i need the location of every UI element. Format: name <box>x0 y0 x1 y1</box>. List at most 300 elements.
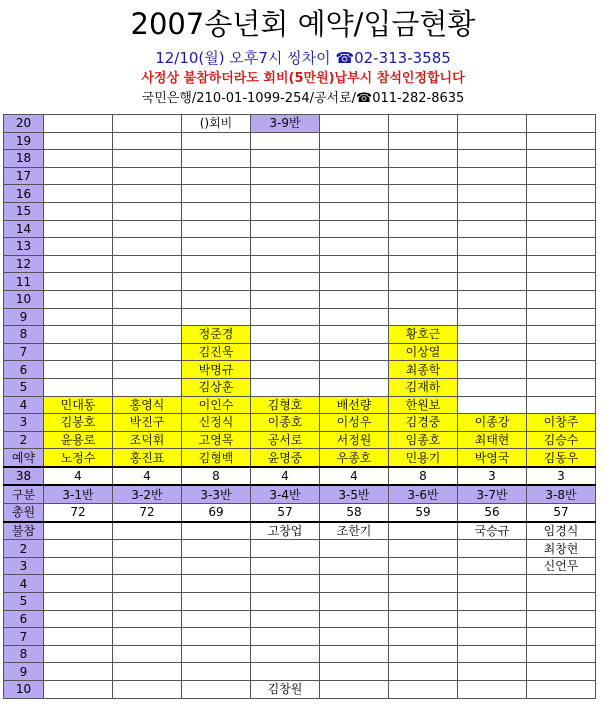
row-label[interactable]: 2 <box>4 540 44 558</box>
cell[interactable]: 황호근 <box>389 326 458 344</box>
cell[interactable]: 57 <box>251 504 320 522</box>
cell[interactable]: 홍영식 <box>113 396 182 414</box>
cell[interactable] <box>389 167 458 185</box>
cell[interactable] <box>527 663 596 681</box>
cell[interactable] <box>113 150 182 168</box>
cell[interactable] <box>389 540 458 558</box>
cell[interactable] <box>44 290 113 308</box>
cell[interactable] <box>44 150 113 168</box>
cell[interactable]: 8 <box>389 467 458 486</box>
cell[interactable] <box>44 361 113 379</box>
cell[interactable] <box>251 663 320 681</box>
cell[interactable] <box>182 150 251 168</box>
cell[interactable] <box>527 273 596 291</box>
row-label[interactable]: 15 <box>4 202 44 220</box>
cell[interactable]: 3-7반 <box>458 485 527 503</box>
cell[interactable]: 민용기 <box>389 449 458 467</box>
cell[interactable] <box>389 185 458 203</box>
cell[interactable]: 정준경 <box>182 326 251 344</box>
cell[interactable]: 고영목 <box>182 431 251 449</box>
cell[interactable]: 3-4반 <box>251 485 320 503</box>
cell[interactable]: 최종학 <box>389 361 458 379</box>
cell[interactable] <box>44 273 113 291</box>
cell[interactable] <box>389 220 458 238</box>
cell[interactable]: 이상열 <box>389 343 458 361</box>
cell[interactable] <box>458 326 527 344</box>
cell[interactable] <box>182 167 251 185</box>
cell[interactable] <box>182 185 251 203</box>
row-label[interactable]: 3 <box>4 414 44 432</box>
cell[interactable]: 3 <box>458 467 527 486</box>
cell[interactable] <box>44 610 113 628</box>
cell[interactable] <box>458 396 527 414</box>
cell[interactable] <box>458 593 527 611</box>
cell[interactable]: 홍진표 <box>113 449 182 467</box>
cell[interactable] <box>113 326 182 344</box>
cell[interactable]: 김진욱 <box>182 343 251 361</box>
cell[interactable] <box>113 681 182 699</box>
cell[interactable] <box>251 220 320 238</box>
cell[interactable] <box>389 593 458 611</box>
cell[interactable]: 신언무 <box>527 557 596 575</box>
cell[interactable] <box>44 202 113 220</box>
cell[interactable]: 김봉호 <box>44 414 113 432</box>
cell[interactable] <box>458 681 527 699</box>
cell[interactable] <box>113 378 182 396</box>
cell[interactable]: 4 <box>251 467 320 486</box>
cell[interactable]: 58 <box>320 504 389 522</box>
cell[interactable] <box>113 522 182 540</box>
cell[interactable] <box>113 290 182 308</box>
cell[interactable]: 4 <box>113 467 182 486</box>
row-label[interactable]: 10 <box>4 290 44 308</box>
cell[interactable]: 임종호 <box>389 431 458 449</box>
cell[interactable] <box>320 185 389 203</box>
cell[interactable] <box>320 681 389 699</box>
cell[interactable] <box>389 610 458 628</box>
cell[interactable] <box>389 290 458 308</box>
cell[interactable]: 조한기 <box>320 522 389 540</box>
cell[interactable] <box>113 308 182 326</box>
cell[interactable] <box>458 361 527 379</box>
cell[interactable] <box>458 575 527 593</box>
row-label[interactable]: 16 <box>4 185 44 203</box>
cell[interactable] <box>251 273 320 291</box>
cell[interactable] <box>458 378 527 396</box>
row-label[interactable]: 8 <box>4 326 44 344</box>
cell[interactable] <box>320 663 389 681</box>
cell[interactable]: 72 <box>113 504 182 522</box>
cell[interactable]: 이종호 <box>251 414 320 432</box>
cell[interactable] <box>320 308 389 326</box>
cell[interactable] <box>182 575 251 593</box>
cell[interactable] <box>182 557 251 575</box>
row-label[interactable]: 7 <box>4 628 44 646</box>
row-label[interactable]: 5 <box>4 593 44 611</box>
cell[interactable] <box>251 361 320 379</box>
cell[interactable]: 고창업 <box>251 522 320 540</box>
cell[interactable] <box>320 167 389 185</box>
row-label[interactable]: 6 <box>4 610 44 628</box>
cell[interactable]: 3-1반 <box>44 485 113 503</box>
cell[interactable] <box>182 610 251 628</box>
cell[interactable]: 김형호 <box>251 396 320 414</box>
cell[interactable] <box>527 610 596 628</box>
cell[interactable] <box>113 663 182 681</box>
cell[interactable] <box>44 540 113 558</box>
absence-row <box>4 540 596 558</box>
cell[interactable] <box>251 255 320 273</box>
cell[interactable] <box>389 273 458 291</box>
cell[interactable] <box>182 522 251 540</box>
row-label[interactable]: 예약 <box>4 449 44 467</box>
cell[interactable]: 3-6반 <box>389 485 458 503</box>
cell[interactable]: 이종강 <box>458 414 527 432</box>
row-label[interactable]: 7 <box>4 343 44 361</box>
cell[interactable] <box>527 238 596 256</box>
cell[interactable] <box>251 343 320 361</box>
cell[interactable]: 박영국 <box>458 449 527 467</box>
row-label[interactable]: 3 <box>4 557 44 575</box>
cell[interactable]: 우종호 <box>320 449 389 467</box>
cell[interactable]: 김창원 <box>251 681 320 699</box>
cell[interactable]: 윤용로 <box>44 431 113 449</box>
row-label[interactable]: 19 <box>4 132 44 150</box>
cell[interactable] <box>44 663 113 681</box>
cell[interactable] <box>251 326 320 344</box>
cell[interactable] <box>527 308 596 326</box>
cell[interactable] <box>389 557 458 575</box>
cell[interactable] <box>113 167 182 185</box>
cell[interactable]: 임경식 <box>527 522 596 540</box>
cell[interactable] <box>458 308 527 326</box>
cell[interactable] <box>113 343 182 361</box>
cell[interactable] <box>251 610 320 628</box>
cell[interactable]: 4 <box>44 467 113 486</box>
row-label[interactable]: 5 <box>4 378 44 396</box>
cell[interactable] <box>113 645 182 663</box>
cell[interactable] <box>251 167 320 185</box>
row-label[interactable]: 38 <box>4 467 44 486</box>
cell[interactable] <box>458 540 527 558</box>
cell[interactable] <box>113 185 182 203</box>
absence-row <box>4 645 596 663</box>
cell[interactable] <box>320 575 389 593</box>
cell[interactable] <box>320 557 389 575</box>
row-label[interactable]: 9 <box>4 663 44 681</box>
cell[interactable] <box>113 132 182 150</box>
cell[interactable] <box>458 115 527 133</box>
row-label[interactable]: 2 <box>4 431 44 449</box>
cell[interactable]: 최태현 <box>458 431 527 449</box>
cell[interactable] <box>320 628 389 646</box>
cell[interactable] <box>44 167 113 185</box>
cell[interactable] <box>458 255 527 273</box>
cell[interactable] <box>527 681 596 699</box>
cell[interactable] <box>320 361 389 379</box>
cell[interactable] <box>44 343 113 361</box>
cell[interactable] <box>527 645 596 663</box>
cell[interactable] <box>320 202 389 220</box>
cell[interactable] <box>458 557 527 575</box>
cell[interactable] <box>251 290 320 308</box>
cell[interactable] <box>527 396 596 414</box>
cell[interactable] <box>389 255 458 273</box>
cell[interactable] <box>113 361 182 379</box>
cell[interactable] <box>320 238 389 256</box>
row-label[interactable]: 4 <box>4 575 44 593</box>
cell[interactable] <box>251 645 320 663</box>
cell[interactable]: 민대동 <box>44 396 113 414</box>
cell[interactable] <box>113 593 182 611</box>
cell[interactable] <box>251 150 320 168</box>
cell[interactable] <box>389 663 458 681</box>
cell[interactable] <box>251 202 320 220</box>
cell[interactable] <box>44 115 113 133</box>
cell[interactable]: 신정식 <box>182 414 251 432</box>
cell[interactable] <box>389 645 458 663</box>
cell[interactable] <box>389 522 458 540</box>
cell[interactable] <box>527 115 596 133</box>
cell[interactable] <box>320 645 389 663</box>
row-label[interactable]: 20 <box>4 115 44 133</box>
cell[interactable]: 57 <box>527 504 596 522</box>
cell[interactable] <box>44 238 113 256</box>
cell[interactable]: 8 <box>182 467 251 486</box>
cell[interactable] <box>389 115 458 133</box>
row-label[interactable]: 13 <box>4 238 44 256</box>
cell[interactable] <box>251 557 320 575</box>
cell[interactable] <box>182 628 251 646</box>
cell[interactable] <box>527 593 596 611</box>
cell[interactable] <box>251 132 320 150</box>
row-label[interactable]: 4 <box>4 396 44 414</box>
cell[interactable] <box>182 220 251 238</box>
row-label[interactable]: 8 <box>4 645 44 663</box>
cell[interactable] <box>182 273 251 291</box>
row-label[interactable]: 11 <box>4 273 44 291</box>
cell[interactable] <box>251 593 320 611</box>
row-label[interactable]: 불참 <box>4 522 44 540</box>
cell[interactable] <box>320 220 389 238</box>
cell[interactable]: 3-8반 <box>527 485 596 503</box>
cell[interactable] <box>527 575 596 593</box>
cell[interactable] <box>251 308 320 326</box>
cell[interactable]: 김승수 <box>527 431 596 449</box>
cell[interactable] <box>320 132 389 150</box>
cell[interactable] <box>527 378 596 396</box>
cell[interactable]: 72 <box>44 504 113 522</box>
cell[interactable] <box>458 645 527 663</box>
cell[interactable] <box>182 290 251 308</box>
cell[interactable] <box>389 681 458 699</box>
cell[interactable] <box>44 255 113 273</box>
cell[interactable] <box>44 681 113 699</box>
cell[interactable] <box>527 167 596 185</box>
cell[interactable] <box>320 610 389 628</box>
cell[interactable]: 박명규 <box>182 361 251 379</box>
cell[interactable] <box>389 202 458 220</box>
cell[interactable] <box>389 132 458 150</box>
cell[interactable] <box>182 202 251 220</box>
cell[interactable] <box>320 540 389 558</box>
cell[interactable] <box>251 185 320 203</box>
cell[interactable]: 공서로 <box>251 431 320 449</box>
cell[interactable]: 이성우 <box>320 414 389 432</box>
cell[interactable]: 4 <box>320 467 389 486</box>
cell[interactable] <box>251 575 320 593</box>
cell[interactable] <box>113 220 182 238</box>
cell[interactable] <box>389 628 458 646</box>
cell[interactable] <box>527 185 596 203</box>
cell[interactable] <box>113 255 182 273</box>
cell[interactable] <box>389 150 458 168</box>
cell[interactable] <box>320 378 389 396</box>
cell[interactable]: 김형백 <box>182 449 251 467</box>
cell[interactable] <box>251 238 320 256</box>
cell[interactable] <box>113 610 182 628</box>
cell[interactable] <box>182 663 251 681</box>
cell[interactable] <box>44 557 113 575</box>
cell[interactable] <box>458 290 527 308</box>
row-label[interactable]: 9 <box>4 308 44 326</box>
cell[interactable]: 박진구 <box>113 414 182 432</box>
cell[interactable] <box>44 220 113 238</box>
cell[interactable] <box>44 593 113 611</box>
cell[interactable] <box>113 628 182 646</box>
cell[interactable]: 조덕휘 <box>113 431 182 449</box>
cell[interactable]: 59 <box>389 504 458 522</box>
cell[interactable]: 69 <box>182 504 251 522</box>
cell[interactable]: 3-3반 <box>182 485 251 503</box>
cell[interactable] <box>44 645 113 663</box>
cell[interactable] <box>182 132 251 150</box>
cell[interactable] <box>320 150 389 168</box>
cell[interactable]: 김경중 <box>389 414 458 432</box>
cell[interactable] <box>113 115 182 133</box>
cell[interactable]: 3-5반 <box>320 485 389 503</box>
cell[interactable]: 김재하 <box>389 378 458 396</box>
cell[interactable] <box>458 202 527 220</box>
cell[interactable] <box>44 185 113 203</box>
cell[interactable] <box>320 255 389 273</box>
cell[interactable] <box>44 326 113 344</box>
cell[interactable] <box>44 308 113 326</box>
cell[interactable] <box>44 378 113 396</box>
cell[interactable]: 배선량 <box>320 396 389 414</box>
cell[interactable] <box>44 132 113 150</box>
cell[interactable] <box>182 681 251 699</box>
cell[interactable] <box>527 343 596 361</box>
cell[interactable] <box>527 628 596 646</box>
row-label[interactable]: 12 <box>4 255 44 273</box>
cell[interactable] <box>113 273 182 291</box>
cell[interactable] <box>320 593 389 611</box>
cell[interactable] <box>458 238 527 256</box>
cell[interactable]: 이창주 <box>527 414 596 432</box>
cell[interactable] <box>458 343 527 361</box>
cell[interactable]: 김동우 <box>527 449 596 467</box>
row-label[interactable]: 6 <box>4 361 44 379</box>
cell[interactable]: 56 <box>458 504 527 522</box>
cell[interactable] <box>44 628 113 646</box>
cell[interactable] <box>458 167 527 185</box>
cell[interactable] <box>320 343 389 361</box>
cell[interactable] <box>320 273 389 291</box>
cell[interactable]: 이인수 <box>182 396 251 414</box>
cell[interactable]: 국승규 <box>458 522 527 540</box>
cell[interactable] <box>251 628 320 646</box>
cell[interactable] <box>320 326 389 344</box>
cell[interactable] <box>182 593 251 611</box>
cell[interactable] <box>251 378 320 396</box>
cell[interactable]: 3 <box>527 467 596 486</box>
cell[interactable]: 최창현 <box>527 540 596 558</box>
cell[interactable] <box>389 308 458 326</box>
cell[interactable] <box>320 115 389 133</box>
row-label[interactable]: 17 <box>4 167 44 185</box>
cell[interactable] <box>182 645 251 663</box>
cell[interactable] <box>527 220 596 238</box>
cell[interactable] <box>182 255 251 273</box>
cell[interactable]: 김상훈 <box>182 378 251 396</box>
cell[interactable] <box>527 361 596 379</box>
cell[interactable] <box>182 540 251 558</box>
cell[interactable] <box>113 540 182 558</box>
cell[interactable] <box>113 238 182 256</box>
cell[interactable] <box>320 290 389 308</box>
cell[interactable]: 노정수 <box>44 449 113 467</box>
cell[interactable]: 한원보 <box>389 396 458 414</box>
cell[interactable] <box>527 132 596 150</box>
cell[interactable]: ()회비 <box>182 115 251 133</box>
cell[interactable] <box>458 663 527 681</box>
cell[interactable] <box>113 575 182 593</box>
cell[interactable] <box>389 238 458 256</box>
cell[interactable] <box>458 150 527 168</box>
cell[interactable] <box>44 522 113 540</box>
cell[interactable]: 서정원 <box>320 431 389 449</box>
cell[interactable] <box>458 220 527 238</box>
row-label[interactable]: 18 <box>4 150 44 168</box>
cell[interactable] <box>44 575 113 593</box>
cell[interactable] <box>113 557 182 575</box>
cell[interactable] <box>527 255 596 273</box>
row-label[interactable]: 14 <box>4 220 44 238</box>
cell[interactable] <box>458 185 527 203</box>
cell[interactable] <box>113 202 182 220</box>
row-label[interactable]: 10 <box>4 681 44 699</box>
cell[interactable] <box>527 202 596 220</box>
cell[interactable]: 윤명중 <box>251 449 320 467</box>
row-label[interactable]: 총원 <box>4 504 44 522</box>
row-label[interactable]: 구분 <box>4 485 44 503</box>
cell[interactable] <box>458 132 527 150</box>
cell[interactable] <box>458 628 527 646</box>
cell[interactable] <box>182 238 251 256</box>
cell[interactable] <box>458 610 527 628</box>
cell[interactable] <box>182 308 251 326</box>
cell[interactable] <box>527 290 596 308</box>
cell[interactable] <box>389 575 458 593</box>
cell[interactable]: 3-2반 <box>113 485 182 503</box>
cell[interactable] <box>251 540 320 558</box>
reservation-row <box>4 378 596 396</box>
cell[interactable] <box>527 150 596 168</box>
cell[interactable]: 3-9반 <box>251 115 320 133</box>
cell[interactable] <box>527 326 596 344</box>
cell[interactable] <box>458 273 527 291</box>
